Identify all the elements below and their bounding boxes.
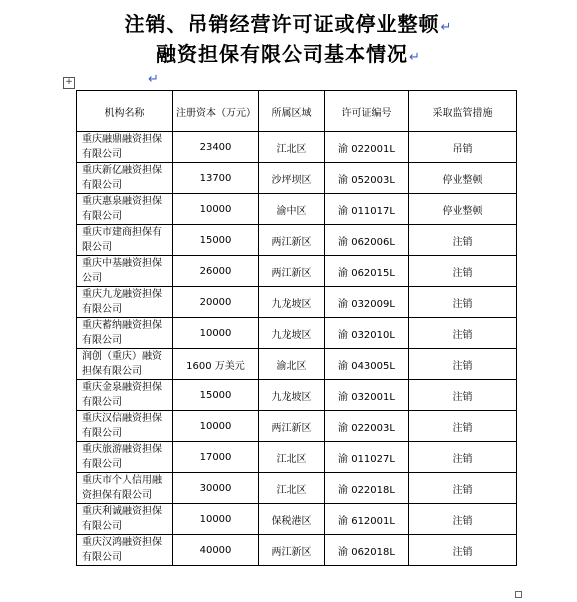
cell-license: 渝 052003L [325,163,409,194]
cell-region: 渝中区 [259,194,325,225]
cell-capital: 40000 [173,535,259,566]
cell-license: 渝 011017L [325,194,409,225]
cell-capital: 26000 [173,256,259,287]
cell-measure: 注销 [409,473,517,504]
cell-region: 九龙坡区 [259,318,325,349]
table-row [77,225,517,256]
header-measure: 采取监管措施 [409,91,517,132]
cell-license: 渝 022003L [325,411,409,442]
paragraph-mark-icon: ↵ [148,72,159,87]
cell-region: 江北区 [259,132,325,163]
cell-capital: 23400 [173,132,259,163]
cell-capital: 13700 [173,163,259,194]
cell-region: 九龙坡区 [259,287,325,318]
cell-capital: 10000 [173,318,259,349]
cell-measure: 停业整顿 [409,163,517,194]
cell-region: 保税港区 [259,504,325,535]
cell-name: 润创（重庆）融资担保有限公司 [77,349,173,380]
cell-region: 沙坪坝区 [259,163,325,194]
table-row [77,163,517,194]
cell-capital: 15000 [173,380,259,411]
document-title-line1: 注销、吊销经营许可证或停业整顿↵ [124,12,453,36]
cell-region: 两江新区 [259,535,325,566]
cell-measure: 注销 [409,411,517,442]
table-resize-handle-icon[interactable] [515,591,522,598]
cell-region: 江北区 [259,473,325,504]
cell-license: 渝 062018L [325,535,409,566]
table-row [77,318,517,349]
cell-measure: 注销 [409,225,517,256]
cell-name: 重庆金泉融资担保有限公司 [77,380,173,411]
header-name: 机构名称 [77,91,173,132]
cell-name: 重庆新亿融资担保有限公司 [77,163,173,194]
cell-measure: 停业整顿 [409,194,517,225]
cell-name: 重庆市个人信用融资担保有限公司 [77,473,173,504]
cell-capital: 15000 [173,225,259,256]
table-row [77,411,517,442]
cell-measure: 注销 [409,535,517,566]
header-license: 许可证编号 [325,91,409,132]
cell-capital: 17000 [173,442,259,473]
cell-capital: 30000 [173,473,259,504]
cell-measure: 注销 [409,256,517,287]
table-row [77,504,517,535]
cell-license: 渝 062006L [325,225,409,256]
table-header-row [77,91,517,132]
table-row [77,473,517,504]
header-region: 所属区域 [259,91,325,132]
paragraph-mark-icon: ↵ [440,20,453,35]
cell-measure: 注销 [409,349,517,380]
table-row [77,442,517,473]
cell-measure: 注销 [409,504,517,535]
cell-license: 渝 022018L [325,473,409,504]
table-row [77,535,517,566]
cell-capital: 1600 万美元 [173,349,259,380]
table-row [77,287,517,318]
cell-name: 重庆汉信融资担保有限公司 [77,411,173,442]
cell-region: 两江新区 [259,225,325,256]
cell-measure: 注销 [409,318,517,349]
cell-measure: 注销 [409,380,517,411]
cell-name: 重庆中基融资担保公司 [77,256,173,287]
cell-capital: 20000 [173,287,259,318]
table-row [77,132,517,163]
cell-capital: 10000 [173,504,259,535]
cell-measure: 吊销 [409,132,517,163]
cell-name: 重庆蓄纳融资担保有限公司 [77,318,173,349]
cell-region: 九龙坡区 [259,380,325,411]
cell-capital: 10000 [173,194,259,225]
cell-region: 两江新区 [259,256,325,287]
cell-license: 渝 032010L [325,318,409,349]
header-capital: 注册资本（万元） [173,91,259,132]
cell-license: 渝 032001L [325,380,409,411]
cell-region: 两江新区 [259,411,325,442]
cell-license: 渝 022001L [325,132,409,163]
cell-license: 渝 612001L [325,504,409,535]
cell-name: 重庆旅游融资担保有限公司 [77,442,173,473]
table-row [77,349,517,380]
cell-name: 重庆融鼎融资担保有限公司 [77,132,173,163]
cell-license: 渝 011027L [325,442,409,473]
cell-name: 重庆市建商担保有限公司 [77,225,173,256]
cell-license: 渝 043005L [325,349,409,380]
document-title-line2: 融资担保有限公司基本情况↵ [156,42,421,66]
cell-name: 重庆汉鸿融资担保有限公司 [77,535,173,566]
table-row [77,256,517,287]
cell-name: 重庆利诚融资担保有限公司 [77,504,173,535]
cell-capital: 10000 [173,411,259,442]
table-move-handle-icon[interactable]: + [63,77,75,89]
cell-license: 渝 032009L [325,287,409,318]
table-row [77,194,517,225]
cell-name: 重庆惠泉融资担保有限公司 [77,194,173,225]
paragraph-mark-icon: ↵ [409,50,421,65]
institution-table [76,90,517,566]
cell-license: 渝 062015L [325,256,409,287]
cell-measure: 注销 [409,287,517,318]
cell-region: 渝北区 [259,349,325,380]
cell-name: 重庆九龙融资担保有限公司 [77,287,173,318]
cell-measure: 注销 [409,442,517,473]
table-row [77,380,517,411]
cell-region: 江北区 [259,442,325,473]
